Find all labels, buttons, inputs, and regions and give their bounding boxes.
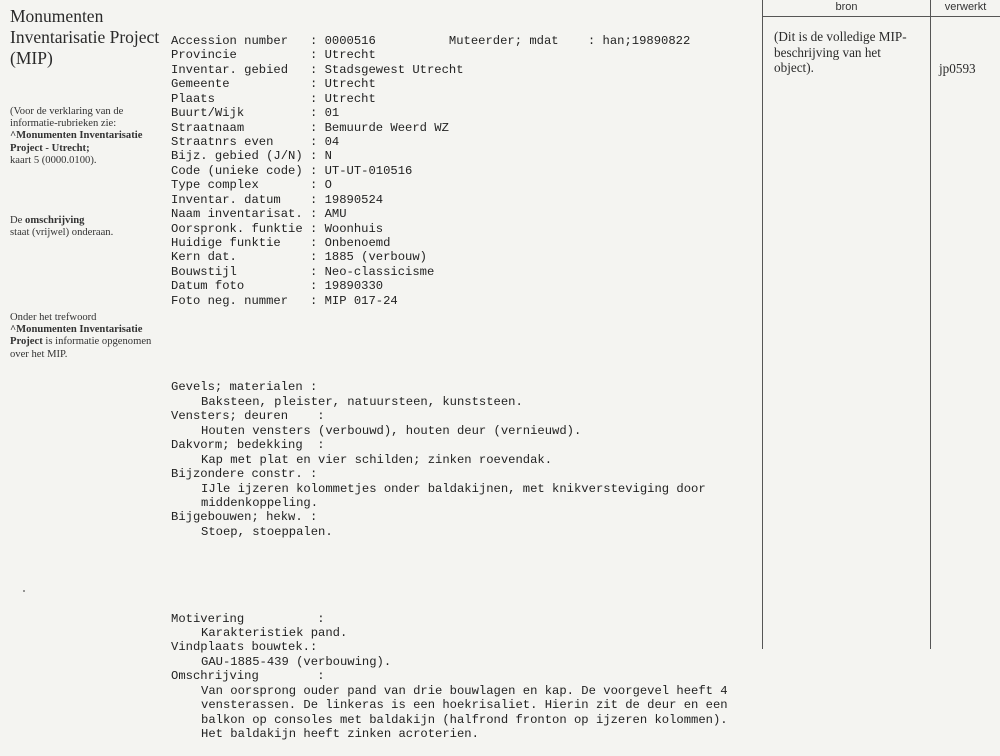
section-label: Bijgebouwen; hekw. : <box>171 510 318 525</box>
record-field-line: Datum foto : 19890330 <box>171 279 384 294</box>
keyword-link[interactable]: ^Monumenten Inventarisatie Project <box>10 324 143 348</box>
description-note <box>10 215 162 239</box>
keyword-note-pre: Onder het trefwoord <box>10 312 97 323</box>
section-label: Omschrijving : <box>171 669 325 684</box>
record-field-line: Huidige funktie : Onbenoemd <box>171 236 391 251</box>
record-field-line: Bouwstijl : Neo-classicisme <box>171 264 435 279</box>
document-title: Monumenten Inventarisatie Project (MIP) <box>10 6 160 68</box>
record-sections-description <box>171 612 728 742</box>
record-field-line: Plaats : Utrecht <box>171 91 376 106</box>
section-text-line: Houten vensters (verbouwd), houten deur (vernieuwd). <box>201 423 582 438</box>
section-label: Motivering : <box>171 611 325 626</box>
reference-note <box>10 106 162 167</box>
scan-speck <box>23 590 25 592</box>
reference-note-intro: (Voor de verklaring van de informatie-rubrieken zie: <box>10 106 124 130</box>
section-text-line: IJle ijzeren kolommetjes onder baldakijnen, met knikversteviging door <box>201 481 706 496</box>
source-note: (Dit is de volledige MIP-beschrijving van het object). <box>774 29 907 75</box>
column-header-bron: bron <box>835 1 858 13</box>
record-field-line: Kern dat. : 1885 (verbouw) <box>171 250 427 265</box>
section-label: Bijzondere constr. : <box>171 467 318 482</box>
keyword-note-post: is informatie opgenomen over het MIP. <box>10 336 152 360</box>
header-rule <box>762 16 1000 17</box>
record-field-line: Straatnaam : Bemuurde Weerd WZ <box>171 120 449 135</box>
section-text-line: middenkoppeling. <box>201 495 319 510</box>
section-text-line: Van oorsprong ouder pand van drie bouwlagen en kap. De voorgevel heeft 4 <box>201 683 728 698</box>
record-field-line: Naam inventarisat. : AMU <box>171 207 347 222</box>
record-field-line: Foto neg. nummer : MIP 017-24 <box>171 293 398 308</box>
column-divider <box>762 0 763 649</box>
description-note-pre: De <box>10 215 23 226</box>
record-sections-building <box>171 380 728 539</box>
record-field-line: Straatnrs even : 04 <box>171 134 340 149</box>
column-divider <box>930 0 931 649</box>
section-text-line: Het baldakijn heeft zinken acroterien. <box>201 727 479 742</box>
section-text-line: Karakteristiek pand. <box>201 625 348 640</box>
record-field-line: Inventar. datum : 19890524 <box>171 192 384 207</box>
reference-note-card: kaart 5 (0000.0100). <box>10 154 97 166</box>
section-label: Dakvorm; bedekking : <box>171 438 325 453</box>
record-field-line: Provincie : Utrecht <box>171 48 376 63</box>
record-field-line: Type complex : O <box>171 178 332 193</box>
section-text-line: balkon op consoles met baldakijn (halfrond fronton op ijzeren kolommen). <box>201 712 728 727</box>
record-field-line: Code (unieke code) : UT-UT-010516 <box>171 163 413 178</box>
section-label: Vensters; deuren : <box>171 409 325 424</box>
record-field-line: Gemeente : Utrecht <box>171 77 376 92</box>
column-header-verwerkt: verwerkt <box>944 1 987 13</box>
record-field-line: Bijz. gebied (J/N) : N <box>171 149 332 164</box>
section-text-line: vensterassen. De linkeras is een hoekrisaliet. Hierin zit de deur en een <box>201 698 728 713</box>
description-note-keyword: omschrijving <box>25 215 85 226</box>
section-label: Vindplaats bouwtek.: <box>171 640 318 655</box>
section-text-line: Baksteen, pleister, natuursteen, kunststeen. <box>201 394 523 409</box>
section-text-line: Stoep, stoeppalen. <box>201 524 333 539</box>
keyword-note <box>10 312 162 361</box>
mip-record <box>171 5 728 756</box>
record-field-line: Oorspronk. funktie : Woonhuis <box>171 221 384 236</box>
reference-link[interactable]: ^Monumenten Inventarisatie Project - Utrecht; <box>10 130 143 154</box>
section-label: Gevels; materialen : <box>171 380 318 395</box>
record-field-line: Accession number : 0000516 Muteerder; mdat : han;19890822 <box>171 33 691 48</box>
record-fields <box>171 34 728 308</box>
section-text-line: GAU-1885-439 (verbouwing). <box>201 654 392 669</box>
record-field-line: Inventar. gebied : Stadsgewest Utrecht <box>171 62 464 77</box>
processed-code: jp0593 <box>939 61 976 76</box>
description-note-post: staat (vrijwel) onderaan. <box>10 227 114 239</box>
record-field-line: Buurt/Wijk : 01 <box>171 106 340 121</box>
section-text-line: Kap met plat en vier schilden; zinken roevendak. <box>201 452 553 467</box>
